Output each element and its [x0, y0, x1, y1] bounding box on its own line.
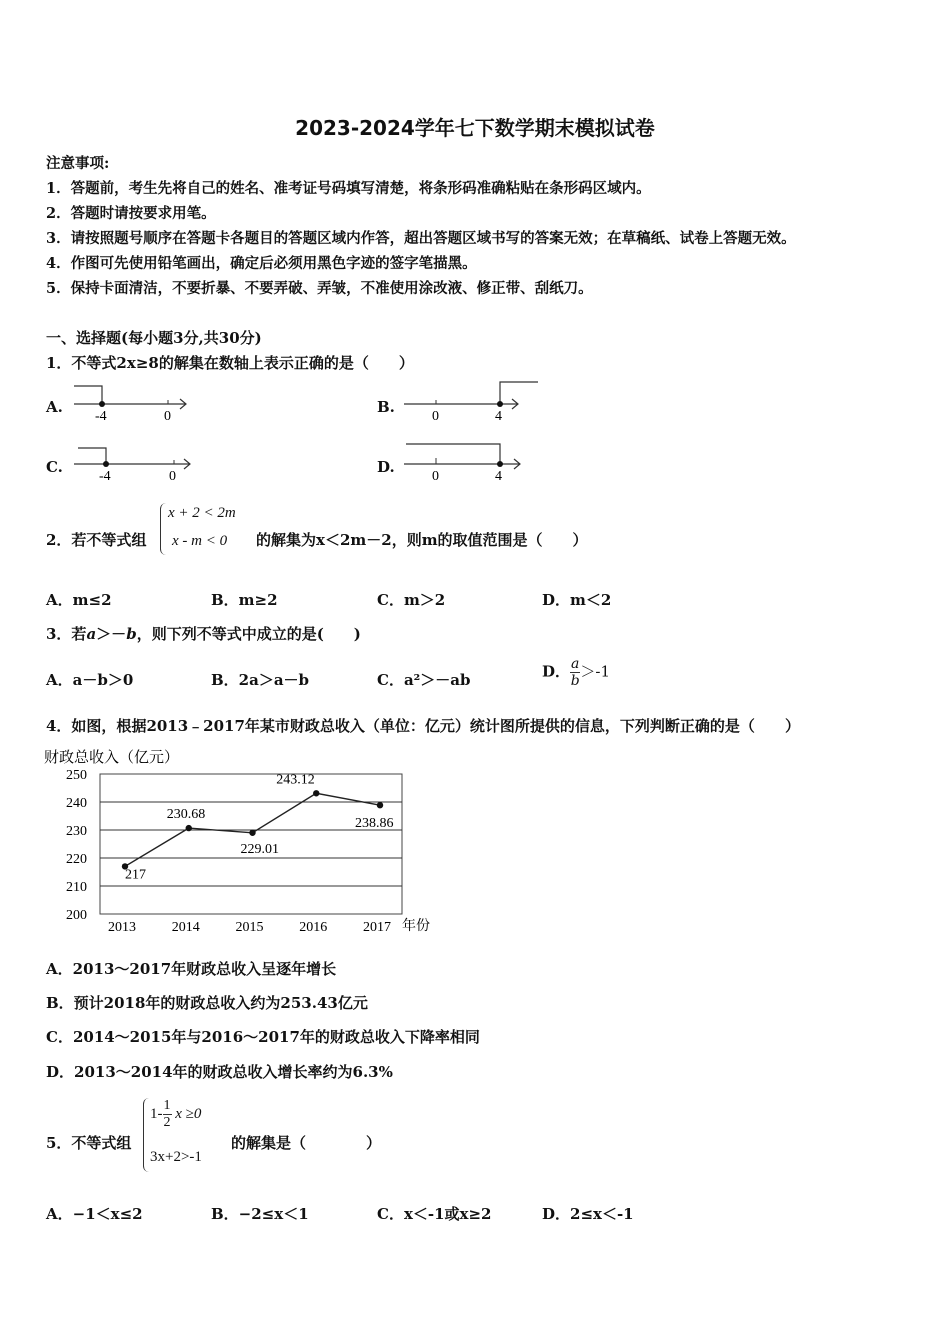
chart-xlabel: 年份 — [402, 919, 430, 934]
tick-label: 0 — [169, 469, 176, 484]
q3-option-a: A．a－b＞0 — [46, 671, 134, 689]
tick-label: -4 — [95, 409, 107, 424]
notes-heading: 注意事项: — [46, 155, 110, 172]
q1-option-d-numberline — [400, 436, 530, 486]
q1-option-b-label: B. — [377, 398, 395, 416]
section-heading: 一、选择题(每小题3分,共30分) — [46, 329, 262, 347]
note-item: 2．答题时请按要求用笔。 — [46, 205, 216, 222]
q1-option-b-numberline — [400, 376, 545, 426]
q1-option-a-numberline — [68, 378, 198, 426]
question-2-suffix: 的解集为x＜2m－2，则m的取值范围是（ ） — [256, 531, 588, 549]
tick-label: 0 — [432, 409, 439, 424]
y-tick-label: 230 — [66, 824, 87, 839]
q5-option-c: C．x＜-1或x≥2 — [377, 1205, 492, 1223]
y-tick-label: 240 — [66, 796, 87, 811]
tick-label: 4 — [495, 409, 502, 424]
q4-option-c: C．2014～2015年与2016～2017年的财政总收入下降率相同 — [46, 1028, 480, 1046]
q1-option-d-label: D. — [377, 458, 395, 476]
page-title: 2023-2024学年七下数学期末模拟试卷 — [295, 116, 655, 140]
data-point — [249, 830, 255, 836]
data-point — [186, 825, 192, 831]
y-tick-label: 220 — [66, 852, 87, 867]
y-tick-label: 250 — [66, 768, 87, 783]
q4-option-a: A．2013～2017年财政总收入呈逐年增长 — [46, 960, 337, 978]
x-tick-label: 2015 — [235, 920, 264, 935]
q4-option-d: D．2013～2014年的财政总收入增长率约为6.3% — [46, 1063, 393, 1081]
q4-option-b: B．预计2018年的财政总收入约为253.43亿元 — [46, 994, 368, 1012]
x-tick-label: 2017 — [363, 920, 391, 935]
q5-option-d: D．2≤x＜-1 — [542, 1205, 634, 1223]
question-3-stem: 3．若a＞－b，则下列不等式中成立的是( ) — [46, 625, 361, 643]
revenue-line-chart — [40, 744, 450, 940]
data-point — [313, 790, 319, 796]
q5-option-a: A．−1＜x≤2 — [46, 1205, 143, 1223]
q5-inequality-2: 3x+2>-1 — [150, 1149, 202, 1165]
x-tick-label: 2013 — [108, 920, 136, 935]
note-item: 5．保持卡面清洁，不要折暴、不要弄破、弄皱，不准使用涂改液、修正带、刮纸刀。 — [46, 280, 593, 297]
note-item: 3．请按照题号顺序在答题卡各题目的答题区域内作答，超出答题区域书写的答案无效；在草稿纸、试卷上答题无效。 — [46, 230, 796, 247]
y-tick-label: 200 — [66, 908, 87, 923]
q2-option-c: C．m＞2 — [377, 591, 446, 609]
tick-label: 0 — [432, 469, 439, 484]
q2-option-a: A．m≤2 — [46, 591, 112, 609]
q5-option-b: B．−2≤x＜1 — [211, 1205, 309, 1223]
q2-inequality-1: x + 2 < 2m — [168, 505, 236, 521]
question-2-prefix: 2．若不等式组 — [46, 531, 147, 549]
question-4-stem: 4．如图，根据2013﹣2017年某市财政总收入（单位：亿元）统计图所提供的信息，下列判断正确的是（ ） — [46, 717, 800, 735]
q1-option-c-label: C. — [46, 458, 63, 476]
q5-inequality-1: 1- $\frac{1}{2}$ x ≥0 — [150, 1098, 202, 1130]
note-item: 4．作图可先使用铅笔画出，确定后必须用黑色字迹的签字笔描黑。 — [46, 255, 477, 272]
q3-option-b: B．2a＞a－b — [211, 671, 310, 689]
tick-label: 0 — [164, 409, 171, 424]
q1-option-c-numberline — [68, 438, 203, 486]
x-tick-label: 2014 — [171, 920, 200, 935]
note-item: 1．答题前，考生先将自己的姓名、准考证号码填写清楚，将条形码准确粘贴在条形码区域内。 — [46, 180, 651, 197]
tick-label: 4 — [495, 469, 502, 484]
q2-inequality-2: x - m < 0 — [172, 533, 228, 549]
q2-option-b: B．m≥2 — [211, 591, 278, 609]
data-label: 230.68 — [166, 807, 206, 823]
x-tick-label: 2016 — [299, 920, 328, 935]
q1-option-a-label: A. — [46, 398, 63, 416]
data-label: 229.01 — [240, 841, 279, 857]
q3-option-d: D． $\frac{a}{b}$ ＞-1 — [542, 656, 610, 689]
question-1-stem: 1．不等式2x≥8的解集在数轴上表示正确的是（ ） — [46, 354, 414, 372]
q3-option-c: C．a²＞－ab — [377, 671, 471, 689]
question-5-prefix: 5．不等式组 — [46, 1134, 132, 1152]
data-label: 238.86 — [355, 816, 394, 832]
chart-ylabel: 财政总收入（亿元） — [44, 750, 180, 766]
question-5-suffix: 的解集是（ ） — [231, 1134, 382, 1152]
tick-label: -4 — [99, 469, 111, 484]
data-label: 243.12 — [276, 772, 315, 788]
data-point — [377, 802, 383, 808]
y-tick-label: 210 — [66, 880, 87, 895]
data-label: 217 — [125, 867, 146, 883]
q2-option-d: D．m＜2 — [542, 591, 612, 609]
